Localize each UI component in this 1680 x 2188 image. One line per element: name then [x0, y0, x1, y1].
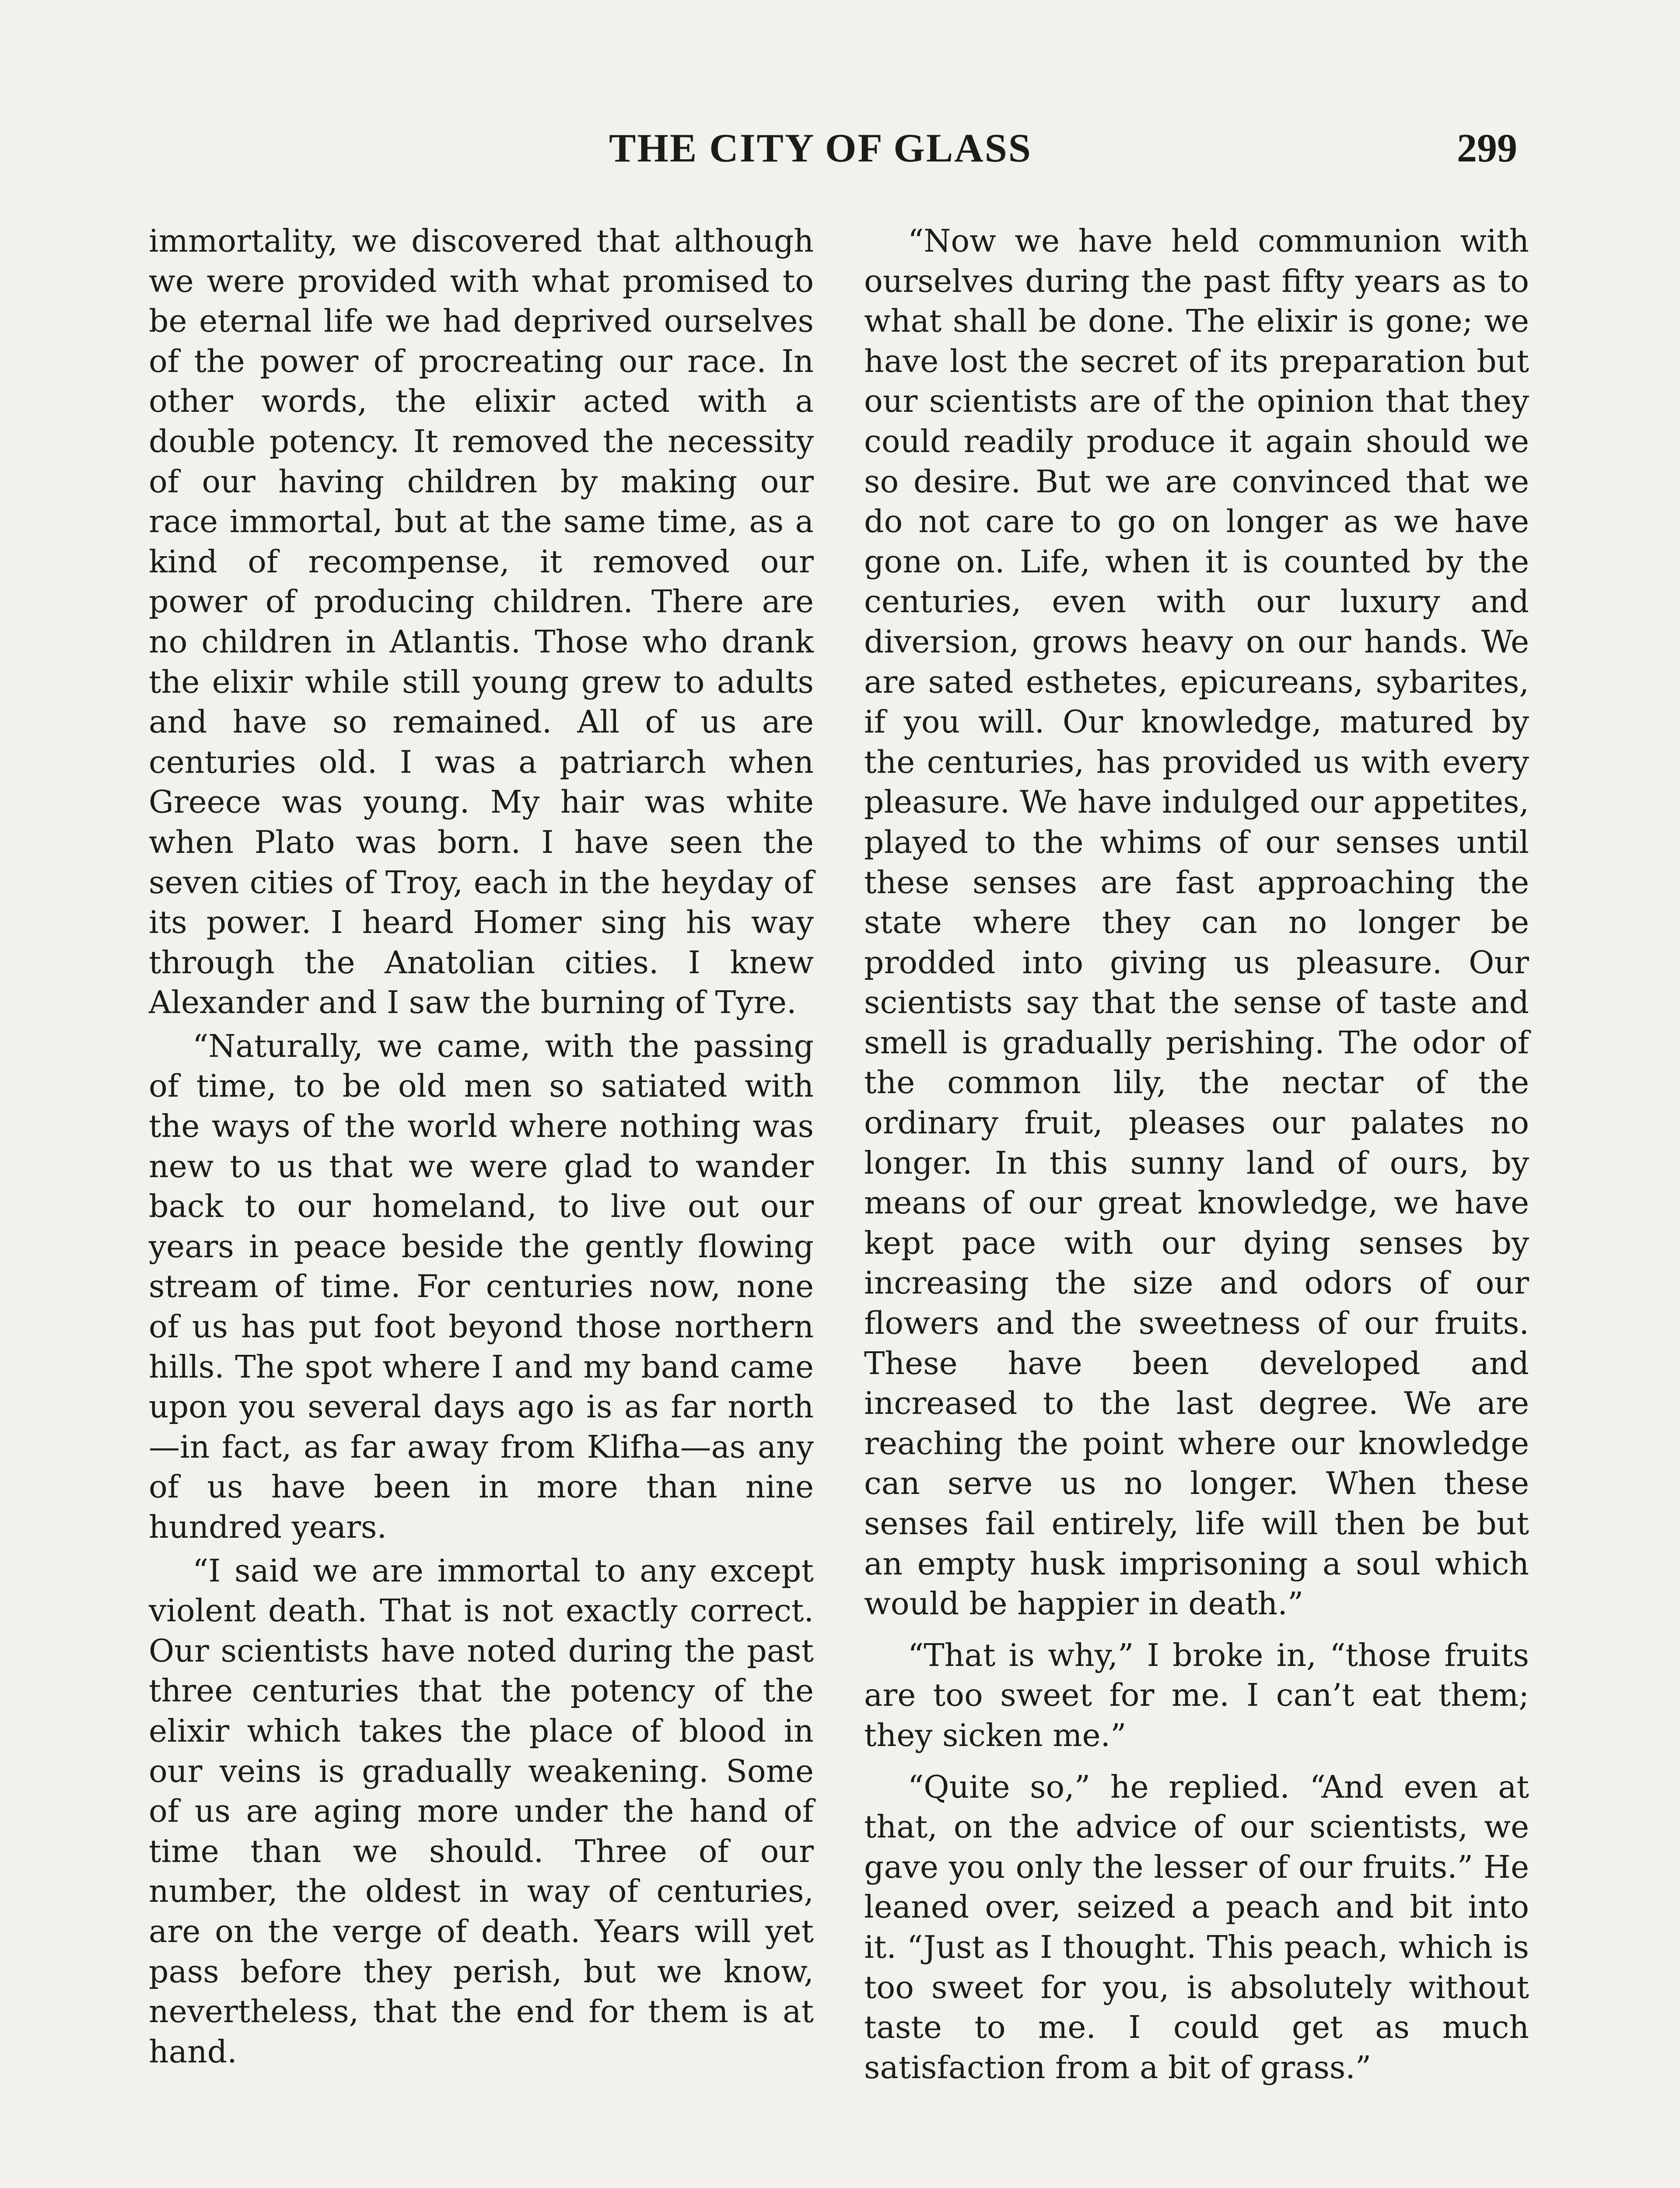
- running-head: [0, 125, 1680, 173]
- paragraph: “Quite so,” he replied. “And even at that, on the advice of our scientists, we gave you only the lesser of our fruits.” He leaned over, seized a peach and bit into it. “Just as I thought. This peach, which is too sweet for you, is absolutely without taste to me. I could get as much satisfaction from a bit of grass.”: [864, 1768, 1529, 2086]
- paragraph: “Now we have held communion with ourselves during the past fifty years as to what shall be done. The elixir is gone; we have lost the secret of its preparation but our scientists are of the opinion that they could readily produce it again should we so desire. But we are convinced that we do not care to go on longer as we have gone on. Life, when it is counted by the centuries, even with our luxury and diversion, grows heavy on our hands. We are sated esthetes, epicureans, sybarites, if you will. Our knowledge, matured by the centuries, has provided us with every pleasure. We have indulged our appetites, played to the whims of our senses until these senses are fast approaching the state where they can no longer be prodded into giving us pleasure. Our scientists say that the sense of taste and smell is gradually perishing. The odor of the common lily, the nectar of the ordinary fruit, pleases our palates no longer. In this sunny land of ours, by means of our great knowledge, we have kept pace with our dying senses by increasing the size and odors of our flowers and the sweetness of our fruits. These have been developed and increased to the last degree. We are reaching the point where our knowledge can serve us no longer. When these senses fail entirely, life will then be but an empty husk imprisoning a soul which would be happier in death.”: [864, 223, 1529, 1622]
- right-text-column: [864, 221, 1529, 2087]
- page-number: 299: [1457, 126, 1517, 170]
- paragraph: “That is why,” I broke in, “those fruits are too sweet for me. I can’t eat them; they sicken me.”: [864, 1637, 1529, 1753]
- paragraph: “Naturally, we came, with the passing of time, to be old men so satiated with the ways of the world where nothing was new to us that we were glad to wander back to our homeland, to live out our years in peace beside the gently flowing stream of time. For centuries now, none of us has put foot beyond those northern hills. The spot where I and my band came upon you several days ago is as far north—in fact, as far away from Klifha—as any of us have been in more than nine hundred years.: [149, 1027, 814, 1545]
- page-title: THE CITY OF GLASS: [609, 126, 1032, 170]
- paragraph: immortality, we discovered that although we were provided with what promised to be eternal life we had deprived ourselves of the power of procreating our race. In other words, the elixir acted with a double potency. It removed the necessity of our having children by making our race immortal, but at the same time, as a kind of recompense, it removed our power of producing children. There are no children in Atlantis. Those who drank the elixir while still young grew to adults and have so remained. All of us are centuries old. I was a patriarch when Greece was young. My hair was white when Plato was born. I have seen the seven cities of Troy, each in the heyday of its power. I heard Homer sing his way through the Anatolian cities. I knew Alexander and I saw the burning of Tyre.: [149, 223, 814, 1021]
- paragraph: “I said we are immortal to any except violent death. That is not exactly correct. Our scientists have noted during the past three centuries that the potency of the elixir which takes the place of blood in our veins is gradually weakening. Some of us are aging more under the hand of time than we should. Three of our number, the oldest in way of centuries, are on the verge of death. Years will yet pass before they perish, but we know, nevertheless, that the end for them is at hand.: [149, 1552, 814, 2070]
- left-text-column: [149, 221, 814, 2072]
